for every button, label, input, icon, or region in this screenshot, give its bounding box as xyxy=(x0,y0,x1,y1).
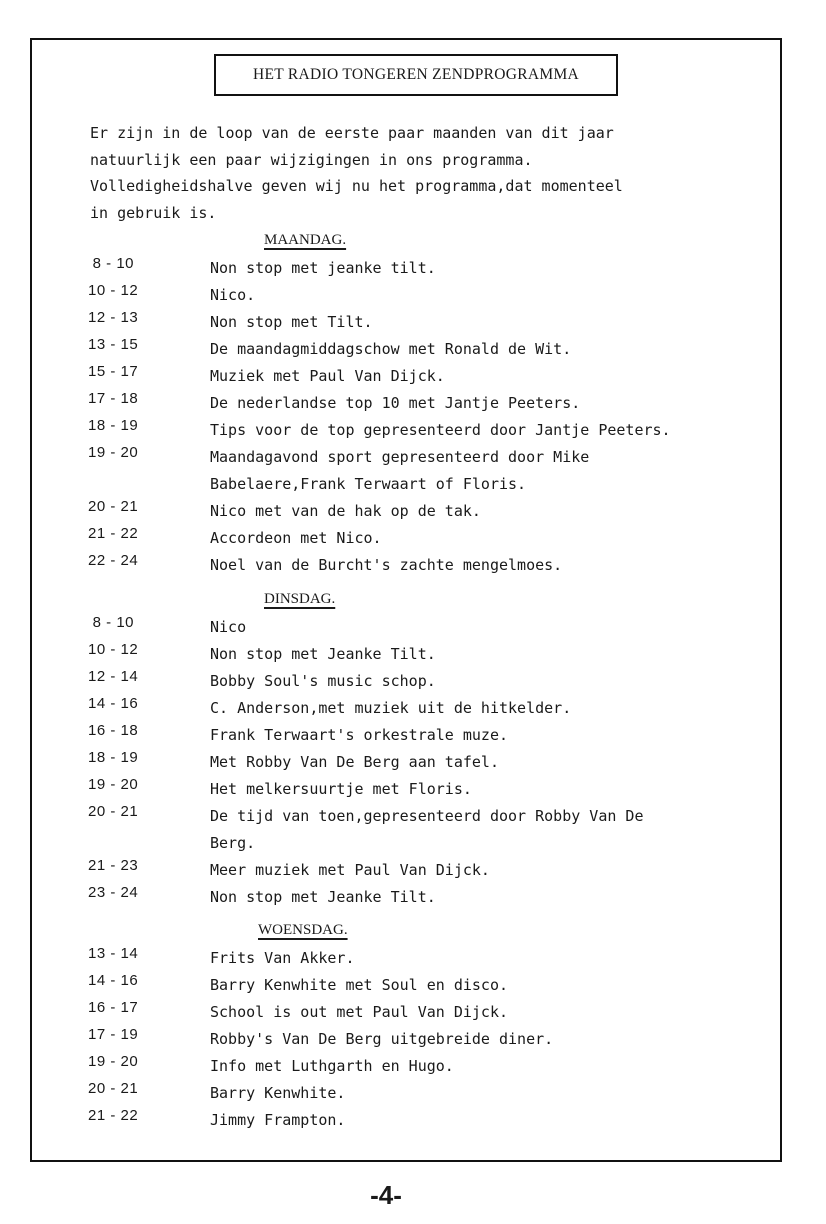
program-name: Non stop met Jeanke Tilt. xyxy=(210,888,436,906)
program-name: Non stop met jeanke tilt. xyxy=(210,259,436,277)
schedule-row xyxy=(0,668,826,694)
program-name: Muziek met Paul Van Dijck. xyxy=(210,367,445,385)
program-name: Nico. xyxy=(210,286,256,304)
program-name: Meer muziek met Paul Van Dijck. xyxy=(210,861,490,879)
time-slot: 22 - 24 xyxy=(88,552,139,569)
program-name: Frank Terwaart's orkestrale muze. xyxy=(210,726,509,744)
program-name: De tijd van toen,gepresenteerd door Robby Van De Berg. xyxy=(210,807,644,852)
program-name: Nico xyxy=(210,618,247,636)
schedule-row xyxy=(0,336,826,362)
schedule-row xyxy=(0,444,826,493)
schedule-row xyxy=(0,1053,826,1079)
day-heading-woensdag: WOENSDAG. xyxy=(258,922,348,938)
time-slot: 18 - 19 xyxy=(88,417,139,434)
schedule-row xyxy=(0,255,826,281)
page-title-box xyxy=(214,54,618,96)
program-name: De maandagmiddagschow met Ronald de Wit. xyxy=(210,340,572,358)
day-heading-dinsdag: DINSDAG. xyxy=(264,591,336,607)
program-name: Robby's Van De Berg uitgebreide diner. xyxy=(210,1030,554,1048)
time-slot: 10 - 12 xyxy=(88,641,139,658)
program-name: Barry Kenwhite. xyxy=(210,1084,346,1102)
page-number: -4- xyxy=(370,1180,402,1210)
program-name: Noel van de Burcht's zachte mengelmoes. xyxy=(210,556,563,574)
time-slot: 10 - 12 xyxy=(88,282,139,299)
schedule-row xyxy=(0,282,826,308)
program-name: Non stop met Jeanke Tilt. xyxy=(210,645,436,663)
schedule-row xyxy=(0,1107,826,1133)
schedule-row xyxy=(0,552,826,578)
schedule-row xyxy=(0,363,826,389)
schedule-row xyxy=(0,1026,826,1052)
schedule-row xyxy=(0,390,826,416)
schedule-row xyxy=(0,525,826,551)
schedule-row xyxy=(0,309,826,335)
time-slot: 16 - 17 xyxy=(88,999,139,1016)
program-name: De nederlandse top 10 met Jantje Peeters. xyxy=(210,394,581,412)
time-slot: 14 - 16 xyxy=(88,972,139,989)
time-slot: 23 - 24 xyxy=(88,884,139,901)
schedule-row xyxy=(0,722,826,748)
time-slot: 21 - 22 xyxy=(88,525,139,542)
day-heading-maandag: MAANDAG. xyxy=(264,232,347,248)
time-slot: 17 - 18 xyxy=(88,390,139,407)
schedule-row xyxy=(0,999,826,1025)
program-name: School is out met Paul Van Dijck. xyxy=(210,1003,509,1021)
program-name: Maandagavond sport gepresenteerd door Mike Babelaere,Frank Terwaart of Floris. xyxy=(210,448,590,493)
time-slot: 20 - 21 xyxy=(88,803,139,820)
schedule-row xyxy=(0,884,826,910)
program-name: Frits Van Akker. xyxy=(210,949,355,967)
schedule-row xyxy=(0,857,826,883)
schedule-row xyxy=(0,972,826,998)
time-slot: 14 - 16 xyxy=(88,695,139,712)
program-name: Jimmy Frampton. xyxy=(210,1111,346,1129)
schedule-row xyxy=(0,641,826,667)
time-slot: 20 - 21 xyxy=(88,498,139,515)
time-slot: 16 - 18 xyxy=(88,722,139,739)
intro-paragraph: Er zijn in de loop van de eerste paar maanden van dit jaar natuurlijk een paar wijzigingen in ons programma. Volledigheidshalve geven wij nu het programma,dat momenteel in gebruik is. xyxy=(90,124,623,222)
schedule-row xyxy=(0,749,826,775)
time-slot: 19 - 20 xyxy=(88,444,139,461)
time-slot: 8 - 10 xyxy=(88,255,135,272)
program-name: Het melkersuurtje met Floris. xyxy=(210,780,472,798)
program-name: Nico met van de hak op de tak. xyxy=(210,502,481,520)
schedule-row xyxy=(0,803,826,852)
time-slot: 12 - 14 xyxy=(88,668,139,685)
time-slot: 17 - 19 xyxy=(88,1026,139,1043)
page-title: HET RADIO TONGEREN ZENDPROGRAMMA xyxy=(252,66,580,83)
program-name: Met Robby Van De Berg aan tafel. xyxy=(210,753,499,771)
schedule-row xyxy=(0,945,826,971)
program-name: Accordeon met Nico. xyxy=(210,529,382,547)
program-name: Barry Kenwhite met Soul en disco. xyxy=(210,976,509,994)
time-slot: 13 - 15 xyxy=(88,336,139,353)
program-name: C. Anderson,met muziek uit de hitkelder. xyxy=(210,699,572,717)
time-slot: 19 - 20 xyxy=(88,776,139,793)
program-name: Tips voor de top gepresenteerd door Jantje Peeters. xyxy=(210,421,671,439)
time-slot: 13 - 14 xyxy=(88,945,139,962)
time-slot: 12 - 13 xyxy=(88,309,139,326)
schedule-row xyxy=(0,776,826,802)
time-slot: 8 - 10 xyxy=(88,614,135,631)
program-name: Non stop met Tilt. xyxy=(210,313,373,331)
program-name: Bobby Soul's music schop. xyxy=(210,672,436,690)
schedule-row xyxy=(0,614,826,640)
program-name: Info met Luthgarth en Hugo. xyxy=(210,1057,454,1075)
time-slot: 20 - 21 xyxy=(88,1080,139,1097)
schedule-row xyxy=(0,498,826,524)
schedule-row xyxy=(0,417,826,443)
time-slot: 21 - 23 xyxy=(88,857,139,874)
schedule-row xyxy=(0,1080,826,1106)
time-slot: 18 - 19 xyxy=(88,749,139,766)
time-slot: 19 - 20 xyxy=(88,1053,139,1070)
schedule-row xyxy=(0,695,826,721)
time-slot: 21 - 22 xyxy=(88,1107,139,1124)
time-slot: 15 - 17 xyxy=(88,363,139,380)
